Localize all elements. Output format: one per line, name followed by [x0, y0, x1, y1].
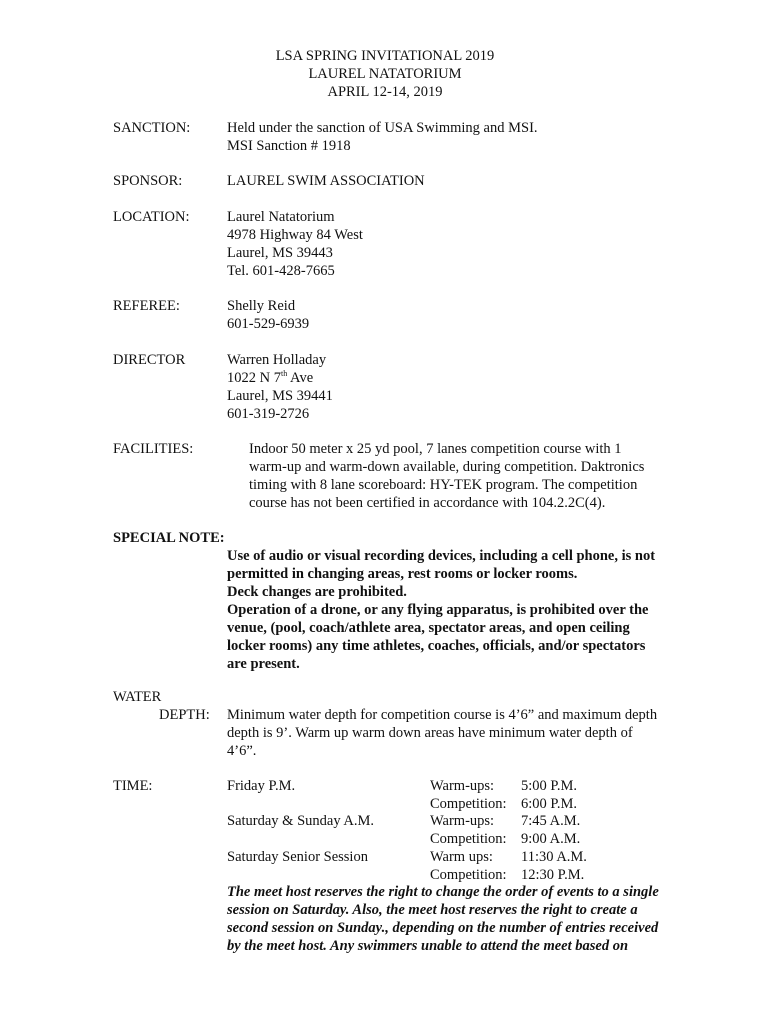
referee-line: 601-529-6939 [227, 316, 310, 332]
director-address-street: 1022 N 7 [227, 370, 281, 386]
time-note-line: The meet host reserves the right to change the order of events to a single [227, 884, 659, 900]
director-address [227, 369, 313, 387]
session-key: Warm-ups: [430, 813, 495, 829]
session-name: Saturday & Sunday A.M. [227, 813, 375, 829]
water-depth-line: Minimum water depth for competition course is 4’6” and maximum depth [227, 707, 658, 723]
sanction-line: MSI Sanction # 1918 [227, 138, 351, 154]
referee-line: Shelly Reid [227, 298, 296, 314]
director-address-ordinal: th [280, 369, 288, 378]
special-note-line: Use of audio or visual recording devices, including a cell phone, is not [227, 548, 656, 564]
location-line: Laurel Natatorium [227, 209, 335, 225]
session-name: Friday P.M. [227, 778, 296, 794]
water-depth-label: WATER [113, 689, 162, 705]
location-label: LOCATION: [113, 209, 190, 225]
session-value: 11:30 A.M. [521, 849, 587, 865]
location-line: Laurel, MS 39443 [227, 245, 333, 261]
special-note-line: Operation of a drone, or any flying apparatus, is prohibited over the [227, 602, 649, 618]
location-line: Tel. 601-428-7665 [227, 263, 335, 279]
facilities-line: timing with 8 lane scoreboard: HY-TEK program. The competition [249, 477, 638, 493]
session-value: 9:00 A.M. [521, 831, 581, 847]
referee-label: REFEREE: [113, 298, 180, 314]
sponsor-label: SPONSOR: [113, 173, 183, 189]
facilities-line: warm-up and warm-down available, during competition. Daktronics [249, 459, 645, 475]
special-note-line: permitted in changing areas, rest rooms or locker rooms. [227, 566, 578, 582]
special-note-line: Deck changes are prohibited. [227, 584, 407, 600]
facilities-line: course has not been certified in accordance with 104.2.2C(4). [249, 495, 606, 511]
venue-title: LAUREL NATATORIUM [308, 66, 462, 82]
water-depth-line: 4’6”. [227, 743, 257, 759]
director-name: Warren Holladay [227, 352, 327, 368]
facilities-line: Indoor 50 meter x 25 yd pool, 7 lanes competition course with 1 [249, 441, 622, 457]
facilities-label: FACILITIES: [113, 441, 194, 457]
water-depth-line: depth is 9’. Warm up warm down areas have minimum water depth of [227, 725, 633, 741]
sanction-line: Held under the sanction of USA Swimming and MSI. [227, 120, 538, 136]
session-key: Competition: [430, 796, 507, 812]
sponsor-line: LAUREL SWIM ASSOCIATION [227, 173, 425, 189]
session-name: Saturday Senior Session [227, 849, 368, 865]
time-note-line: by the meet host. Any swimmers unable to attend the meet based on [227, 938, 629, 954]
director-address-suffix: Ave [287, 370, 314, 386]
time-note-line: second session on Sunday., depending on the number of entries received [227, 920, 659, 936]
session-key: Competition: [430, 867, 507, 883]
director-label: DIRECTOR [113, 352, 186, 368]
special-note-line: locker rooms) any time athletes, coaches, officials, and/or spectators [227, 638, 646, 654]
special-note-line: are present. [227, 656, 300, 672]
sanction-label: SANCTION: [113, 120, 191, 136]
session-key: Competition: [430, 831, 507, 847]
special-note-label: SPECIAL NOTE: [113, 530, 225, 546]
session-key: Warm-ups: [430, 778, 495, 794]
session-value: 7:45 A.M. [521, 813, 581, 829]
time-label: TIME: [113, 778, 153, 794]
water-depth-label: DEPTH: [159, 707, 210, 723]
special-note-line: venue, (pool, coach/athlete area, spectator areas, and open ceiling [227, 620, 630, 636]
session-key: Warm ups: [430, 849, 493, 865]
director-line: 601-319-2726 [227, 406, 310, 422]
session-value: 5:00 P.M. [521, 778, 578, 794]
director-line: Laurel, MS 39441 [227, 388, 333, 404]
session-value: 12:30 P.M. [521, 867, 585, 883]
time-note-line: session on Saturday. Also, the meet host reserves the right to create a [227, 902, 638, 918]
meet-title: LSA SPRING INVITATIONAL 2019 [275, 48, 495, 64]
meet-dates: APRIL 12-14, 2019 [327, 84, 443, 100]
location-line: 4978 Highway 84 West [227, 227, 363, 243]
session-value: 6:00 P.M. [521, 796, 578, 812]
